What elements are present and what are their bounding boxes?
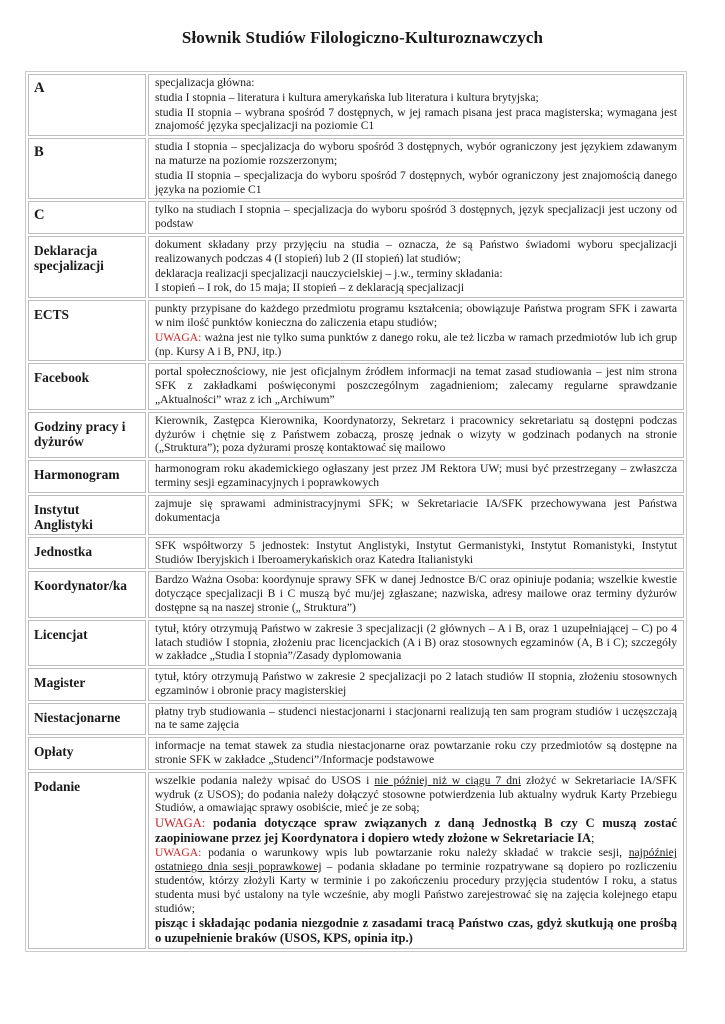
- definition-a: specjalizacja główna: studia I stopnia – literatura i kultura amerykańska lub literatura i kultura brytyjska; studia II stopnia – wybrana spośród 7 dostępnych, w jej ramach pisana jest praca magisterska; wymagana jest znajomość języka specjalizacji na poziomie C1: [148, 74, 684, 136]
- table-row: [28, 74, 684, 136]
- table-row: [28, 236, 684, 298]
- definition-harmonogram: harmonogram roku akademickiego ogłaszany jest przez JM Rektora UW; musi być przestrzegany – zwłaszcza terminy sesji egzaminacyjnych i poprawkowych: [148, 460, 684, 493]
- glossary-table: [25, 71, 687, 952]
- deadline-text: nie później niż w ciągu 7 dni: [374, 773, 522, 787]
- definition-deklaracja: dokument składany przy przyjęciu na studia – oznacza, że są Państwo świadomi wyboru specjalizacji realizowanych podczas 4 (I stopień) lub 2 (II stopień) lat studiów; deklaracja realizacji specjalizacji nauczycielskiej – j.w., terminy składania: I stopień – I rok, do 15 maja; II stopień – z deklaracją specjalizacji: [148, 236, 684, 298]
- term-deklaracja: Deklaracja specjalizacji: [28, 236, 146, 298]
- page-title: Słownik Studiów Filologiczno-Kulturoznawczych: [181, 28, 544, 47]
- table-row: [28, 772, 684, 949]
- warning-label: UWAGA:: [155, 846, 202, 860]
- term-licencjat: Licencjat: [28, 620, 146, 666]
- table-row: [28, 138, 684, 199]
- table-row: [28, 495, 684, 535]
- table-row: [28, 460, 684, 493]
- definition-magister: tytuł, który otrzymują Państwo w zakresie 2 specjalizacji po 2 latach studiów II stopnia, złożeniu stosownych egzaminów i obronie pracy magisterskiej: [148, 668, 684, 701]
- table-row: [28, 737, 684, 770]
- definition-b: studia I stopnia – specjalizacja do wyboru spośród 3 dostępnych, wybór ograniczony jest językiem zdawanym na maturze na poziomie rozszerzonym; studia II stopnia – specjalizacja do wyboru spośród 7 dostępnych, wybór ograniczony jest znajomością danego języka na poziomie C1: [148, 138, 684, 199]
- term-jednostka: Jednostka: [28, 537, 146, 570]
- term-magister: Magister: [28, 668, 146, 701]
- warning-label: UWAGA:: [155, 816, 206, 831]
- definition-koordynator: Bardzo Ważna Osoba: koordynuje sprawy SFK w danej Jednostce B/C oraz opiniuje podania; wszelkie kwestie dotyczące specjalizacji B i C muszą być mu/jej zgłaszane; nazwiska, adresy mailowe oraz terminy dyżurów dostępne są na naszej stronie („ Struktura”): [148, 571, 684, 617]
- definition-ects: punkty przypisane do każdego przedmiotu programu kształcenia; obowiązuje Państwa program SFK i zawarta w nim ilość punktów konieczna do zaliczenia etapu studiów; UWAGA: ważna jest nie tylko suma punktów z danego roku, ale też liczba w ramach przedmiotów lub ich grup (np. Kursy A i B, PNJ, itp.): [148, 300, 684, 361]
- table-row: [28, 363, 684, 409]
- definition-niestacjonarne: płatny tryb studiowania – studenci niestacjonarni i stacjonarni realizują ten sam program studiów i uczęszczają na te same zajęcia: [148, 703, 684, 736]
- table-row: [28, 201, 684, 234]
- warning-label: UWAGA:: [155, 330, 202, 344]
- term-b: B: [28, 138, 146, 199]
- term-facebook: Facebook: [28, 363, 146, 409]
- table-row: [28, 668, 684, 701]
- definition-instytut: zajmuje się sprawami administracyjnymi SFK; w Sekretariacie IA/SFK przechowywana jest Państwa dokumentacja: [148, 495, 684, 535]
- table-row: [28, 571, 684, 617]
- table-row: [28, 300, 684, 361]
- table-row: [28, 703, 684, 736]
- term-niestacjonarne: Niestacjonarne: [28, 703, 146, 736]
- term-godziny: Godziny pracy i dyżurów: [28, 412, 146, 458]
- definition-jednostka: SFK współtworzy 5 jednostek: Instytut Anglistyki, Instytut Germanistyki, Instytut Romanistyki, Instytut Studiów Iberyjskich i Iberoamerykańskich oraz Katedra Italianistyki: [148, 537, 684, 570]
- term-koordynator: Koordynator/ka: [28, 571, 146, 617]
- final-note: pisząc i składając podania niezgodnie z zasadami tracą Państwo czas, gdyż skutkują one prośbą o uzupełnienie braków (USOS, KPS, opinia itp.): [155, 916, 677, 946]
- definition-c: tylko na studiach I stopnia – specjalizacja do wyboru spośród 3 dostępnych, język specjalizacji jest uczony od podstaw: [148, 201, 684, 234]
- term-podanie: Podanie: [28, 772, 146, 949]
- definition-licencjat: tytuł, który otrzymują Państwo w zakresie 3 specjalizacji (2 głównych – A i B, oraz 1 uzupełniającej – C) po 4 latach studiów I stopnia, złożeniu prac licencjackich (A i B) oraz stosownych egzaminów (A, B i C); szczegóły w zakładce „Studia I stopnia”/Zasady dyplomowania: [148, 620, 684, 666]
- term-a: A: [28, 74, 146, 136]
- definition-godziny: Kierownik, Zastępca Kierownika, Koordynatorzy, Sekretarz i pracownicy sekretariatu są dostępni podczas dyżurów i chętnie się z Państwem zobaczą, proszę jednak o wizyty w godzinach podanych na stronie („Struktura”); poza dyżurami proszę kontaktować się mailowo: [148, 412, 684, 458]
- definition-podanie: wszelkie podania należy wpisać do USOS i nie później niż w ciągu 7 dni złożyć w Sekretariacie IA/SFK wydruk (z USOS); do podania należy dołączyć stosowne potwierdzenia lub aktualny wydruk Karty Przebiegu Studiów, a omawiając sprawy osobiście, mieć je ze sobą; UWAGA: podania dotyczące spraw związanych z daną Jednostką B czy C muszą zostać zaopiniowane przez jej Koordynatora i dopiero wtedy złożone w Sekretariacie IA; UWAGA: podania o warunkowy wpis lub powtarzanie roku należy składać w trakcie sesji, najpóźniej ostatniego dnia sesji poprawkowej – podania składane po terminie rozpatrywane są dopiero po rozliczeniu studentów, którzy złożyli Karty w terminie i po zakończeniu procedury przyjęcia studentów I roku, a status studenta musi być ustalony na tyle wcześnie, aby mogli Państwo zarejestrować się na zajęcia kolejnego etapu studiów; pisząc i składając podania niezgodnie z zasadami tracą Państwo czas, gdyż skutkują one prośbą o uzupełnienie braków (USOS, KPS, opinia itp.): [148, 772, 684, 949]
- table-row: [28, 620, 684, 666]
- term-ects: ECTS: [28, 300, 146, 361]
- deadline-text: najpóźniej ostatniego dnia sesji poprawkowej: [155, 846, 677, 874]
- table-row: [28, 412, 684, 458]
- definition-facebook: portal społecznościowy, nie jest oficjalnym źródłem informacji na temat zasad studiowania – jest nim strona SFK z zakładkami poświęconymi poszczególnym zagadnieniom; zalecamy regularne sprawdzanie „Aktualności” wraz z ich „Archiwum”: [148, 363, 684, 409]
- term-harmonogram: Harmonogram: [28, 460, 146, 493]
- term-oplaty: Opłaty: [28, 737, 146, 770]
- table-row: [28, 537, 684, 570]
- term-instytut: Instytut Anglistyki: [28, 495, 146, 535]
- definition-oplaty: informacje na temat stawek za studia niestacjonarne oraz powtarzanie roku czy przedmiotów są dostępne na stronie SFK w zakładce „Studenci”/Informacje podstawowe: [148, 737, 684, 770]
- term-c: C: [28, 201, 146, 234]
